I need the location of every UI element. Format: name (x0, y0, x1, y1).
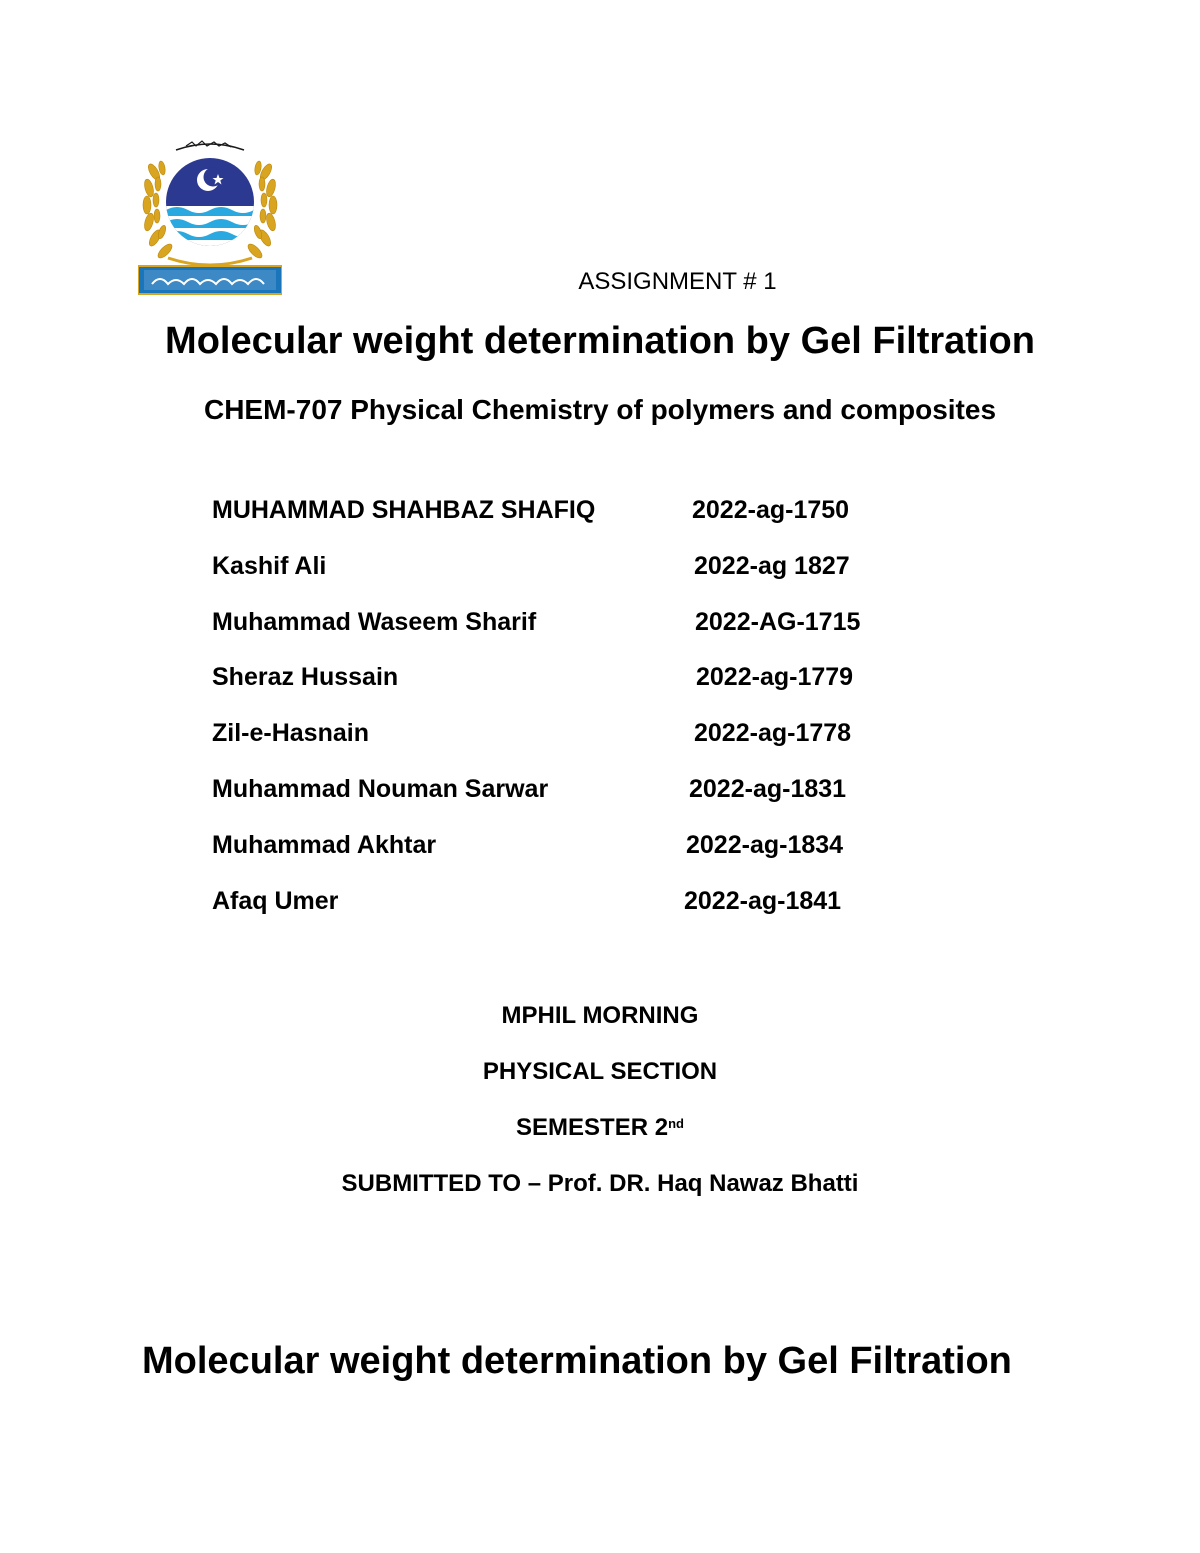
semester-ordinal-suffix: nd (668, 1116, 684, 1131)
student-id: 2022-AG-1715 (695, 607, 861, 636)
student-id: 2022-ag-1750 (692, 496, 850, 524)
student-name: Afaq Umer (212, 886, 339, 915)
student-row (212, 719, 1012, 775)
student-row (212, 887, 1012, 943)
section-heading: Molecular weight determination by Gel Filtration (142, 1340, 1012, 1382)
student-row (212, 663, 1012, 719)
document-title: Molecular weight determination by Gel Filtration (165, 320, 1035, 362)
student-name: Muhammad Nouman Sarwar (212, 774, 549, 803)
assignment-number: ASSIGNMENT # 1 (578, 268, 777, 295)
semester-text: SEMESTER 2 (516, 1114, 669, 1141)
student-list (212, 496, 1012, 942)
student-row (212, 775, 1012, 831)
student-row (212, 552, 1012, 608)
submitted-to-label: SUBMITTED TO – Prof. DR. Haq Nawaz Bhatti (341, 1170, 859, 1197)
student-id: 2022-ag-1779 (696, 663, 854, 692)
student-name: Muhammad Akhtar (212, 830, 437, 859)
student-row (212, 608, 1012, 664)
student-id: 2022-ag-1841 (684, 886, 842, 915)
student-id: 2022-ag 1827 (694, 551, 850, 580)
student-row (212, 496, 1012, 552)
student-name: MUHAMMAD SHAHBAZ SHAFIQ (212, 496, 596, 524)
student-id: 2022-ag-1778 (694, 719, 852, 748)
student-name: Muhammad Waseem Sharif (212, 607, 537, 636)
course-title: CHEM-707 Physical Chemistry of polymers and composites (203, 394, 997, 425)
section-label: PHYSICAL SECTION (482, 1058, 718, 1085)
student-name: Zil-e-Hasnain (212, 719, 369, 748)
student-name: Sheraz Hussain (212, 663, 399, 692)
student-row (212, 831, 1012, 887)
student-id: 2022-ag-1831 (689, 774, 847, 803)
student-id: 2022-ag-1834 (686, 830, 844, 859)
student-name: Kashif Ali (212, 551, 327, 580)
program-label: MPHIL MORNING (501, 1002, 699, 1029)
semester-label (0, 1114, 1200, 1142)
